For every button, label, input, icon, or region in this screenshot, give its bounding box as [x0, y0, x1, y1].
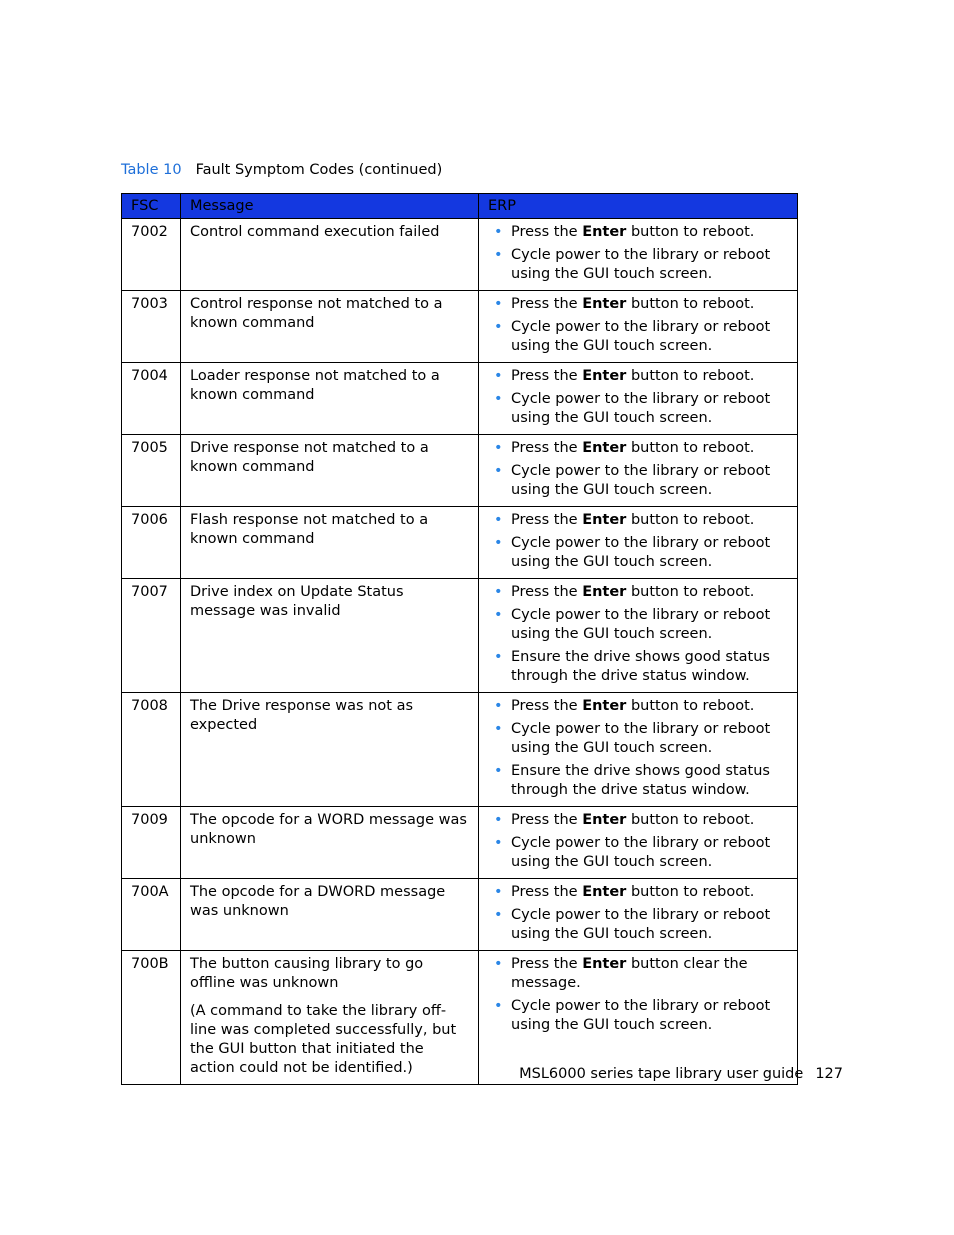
erp-list [488, 883, 789, 944]
erp-text: button to reboot. [626, 296, 755, 312]
erp-text: Cycle power to the library or reboot using the GUI touch screen. [511, 319, 771, 354]
erp-item [488, 223, 789, 242]
message-note: (A command to take the library off-line was completed successfully, but the GUI button that initiated the action could not be identified.) [190, 1003, 457, 1076]
erp-text: Ensure the drive shows good status through the drive status window. [511, 763, 770, 798]
bullet-icon: • [494, 763, 503, 779]
fsc-cell: 7003 [122, 291, 181, 363]
bullet-icon: • [494, 512, 503, 528]
table-row [122, 807, 798, 879]
fsc-cell: 700B [122, 951, 181, 1085]
erp-item [488, 583, 789, 602]
header-message: Message [181, 194, 479, 219]
enter-key-name: Enter [582, 584, 627, 600]
erp-item [488, 318, 789, 356]
message-cell [181, 435, 479, 507]
message-cell [181, 579, 479, 693]
erp-text: button to reboot. [626, 368, 755, 384]
message-cell [181, 879, 479, 951]
fsc-cell: 700A [122, 879, 181, 951]
bullet-icon: • [494, 812, 503, 828]
erp-text: button to reboot. [626, 440, 755, 456]
page-footer [519, 1066, 843, 1082]
erp-text: button to reboot. [626, 584, 755, 600]
erp-list [488, 955, 789, 1035]
erp-item [488, 367, 789, 386]
erp-list [488, 295, 789, 356]
erp-text: Cycle power to the library or reboot using the GUI touch screen. [511, 907, 771, 942]
bullet-icon: • [494, 907, 503, 923]
bullet-icon: • [494, 649, 503, 665]
enter-key-name: Enter [582, 956, 627, 972]
fsc-cell: 7009 [122, 807, 181, 879]
erp-list [488, 367, 789, 428]
erp-item [488, 762, 789, 800]
bullet-icon: • [494, 368, 503, 384]
erp-cell [479, 291, 798, 363]
erp-text: Press the [511, 512, 583, 528]
table-row [122, 951, 798, 1085]
guide-title: MSL6000 series tape library user guide [519, 1066, 804, 1082]
message-text: Drive response not matched to a known command [190, 440, 429, 475]
table-title: Fault Symptom Codes (continued) [195, 162, 443, 178]
bullet-icon: • [494, 319, 503, 335]
erp-item [488, 955, 789, 993]
bullet-icon: • [494, 956, 503, 972]
message-cell [181, 693, 479, 807]
bullet-icon: • [494, 721, 503, 737]
erp-text: Press the [511, 368, 583, 384]
erp-cell [479, 879, 798, 951]
erp-text: button to reboot. [626, 512, 755, 528]
erp-text: button to reboot. [626, 884, 755, 900]
erp-text: Cycle power to the library or reboot using the GUI touch screen. [511, 607, 771, 642]
erp-text: button to reboot. [626, 698, 755, 714]
erp-list [488, 511, 789, 572]
erp-list [488, 697, 789, 800]
fsc-cell: 7005 [122, 435, 181, 507]
message-text: Control response not matched to a known command [190, 296, 443, 331]
bullet-icon: • [494, 440, 503, 456]
erp-cell [479, 219, 798, 291]
erp-text: Press the [511, 440, 583, 456]
message-text: The Drive response was not as expected [190, 698, 414, 733]
erp-text: Press the [511, 296, 583, 312]
bullet-icon: • [494, 247, 503, 263]
message-text: The opcode for a DWORD message was unknown [190, 884, 446, 919]
enter-key-name: Enter [582, 440, 627, 456]
erp-item [488, 997, 789, 1035]
message-text: The opcode for a WORD message was unknown [190, 812, 467, 847]
enter-key-name: Enter [582, 812, 627, 828]
fsc-cell: 7008 [122, 693, 181, 807]
message-cell [181, 219, 479, 291]
message-cell [181, 507, 479, 579]
header-fsc: FSC [122, 194, 181, 219]
erp-text: Cycle power to the library or reboot using the GUI touch screen. [511, 721, 771, 756]
erp-cell [479, 579, 798, 693]
erp-item [488, 697, 789, 716]
enter-key-name: Enter [582, 884, 627, 900]
table-header-row [122, 194, 798, 219]
message-text: Drive index on Update Status message was invalid [190, 584, 404, 619]
fsc-cell: 7004 [122, 363, 181, 435]
erp-text: button to reboot. [626, 224, 755, 240]
erp-text: Cycle power to the library or reboot using the GUI touch screen. [511, 463, 771, 498]
bullet-icon: • [494, 884, 503, 900]
erp-item [488, 606, 789, 644]
erp-item [488, 246, 789, 284]
erp-cell [479, 807, 798, 879]
erp-text: Press the [511, 584, 583, 600]
bullet-icon: • [494, 698, 503, 714]
erp-list [488, 583, 789, 686]
message-cell [181, 807, 479, 879]
table-row [122, 291, 798, 363]
erp-item [488, 462, 789, 500]
erp-text: Press the [511, 698, 583, 714]
message-cell [181, 291, 479, 363]
erp-text: Ensure the drive shows good status through the drive status window. [511, 649, 770, 684]
table-row [122, 879, 798, 951]
enter-key-name: Enter [582, 698, 627, 714]
erp-cell [479, 507, 798, 579]
erp-item [488, 534, 789, 572]
message-cell [181, 363, 479, 435]
table-row [122, 579, 798, 693]
erp-item [488, 811, 789, 830]
fsc-cell: 7007 [122, 579, 181, 693]
erp-item [488, 834, 789, 872]
erp-cell [479, 693, 798, 807]
table-caption [121, 162, 442, 178]
message-text: Flash response not matched to a known command [190, 512, 429, 547]
erp-list [488, 439, 789, 500]
erp-item [488, 883, 789, 902]
erp-item [488, 720, 789, 758]
erp-list [488, 811, 789, 872]
erp-text: Press the [511, 224, 583, 240]
table-row [122, 435, 798, 507]
table-row [122, 363, 798, 435]
erp-text: Cycle power to the library or reboot using the GUI touch screen. [511, 247, 771, 282]
erp-text: Press the [511, 956, 583, 972]
enter-key-name: Enter [582, 224, 627, 240]
bullet-icon: • [494, 391, 503, 407]
erp-text: button clear the message. [511, 956, 748, 991]
enter-key-name: Enter [582, 368, 627, 384]
bullet-icon: • [494, 463, 503, 479]
erp-list [488, 223, 789, 284]
table-row [122, 693, 798, 807]
erp-item [488, 906, 789, 944]
message-text: Control command execution failed [190, 224, 440, 240]
table-number: Table 10 [121, 162, 182, 178]
header-erp: ERP [479, 194, 798, 219]
fsc-cell: 7002 [122, 219, 181, 291]
bullet-icon: • [494, 835, 503, 851]
erp-item [488, 295, 789, 314]
page-number: 127 [815, 1066, 843, 1082]
erp-text: Cycle power to the library or reboot using the GUI touch screen. [511, 998, 771, 1033]
bullet-icon: • [494, 607, 503, 623]
bullet-icon: • [494, 584, 503, 600]
erp-text: Press the [511, 884, 583, 900]
message-cell [181, 951, 479, 1085]
message-text: The button causing library to go offline was unknown [190, 956, 424, 991]
erp-item [488, 648, 789, 686]
fsc-cell: 7006 [122, 507, 181, 579]
erp-item [488, 511, 789, 530]
bullet-icon: • [494, 998, 503, 1014]
enter-key-name: Enter [582, 512, 627, 528]
enter-key-name: Enter [582, 296, 627, 312]
erp-item [488, 390, 789, 428]
erp-text: Cycle power to the library or reboot using the GUI touch screen. [511, 535, 771, 570]
erp-cell [479, 363, 798, 435]
bullet-icon: • [494, 224, 503, 240]
erp-cell [479, 435, 798, 507]
table-row [122, 507, 798, 579]
erp-text: Cycle power to the library or reboot using the GUI touch screen. [511, 391, 771, 426]
erp-text: Cycle power to the library or reboot using the GUI touch screen. [511, 835, 771, 870]
erp-text: Press the [511, 812, 583, 828]
erp-text: button to reboot. [626, 812, 755, 828]
erp-cell [479, 951, 798, 1085]
message-text: Loader response not matched to a known command [190, 368, 440, 403]
fault-symptom-codes-table [121, 193, 798, 1085]
bullet-icon: • [494, 535, 503, 551]
bullet-icon: • [494, 296, 503, 312]
table-row [122, 219, 798, 291]
erp-item [488, 439, 789, 458]
